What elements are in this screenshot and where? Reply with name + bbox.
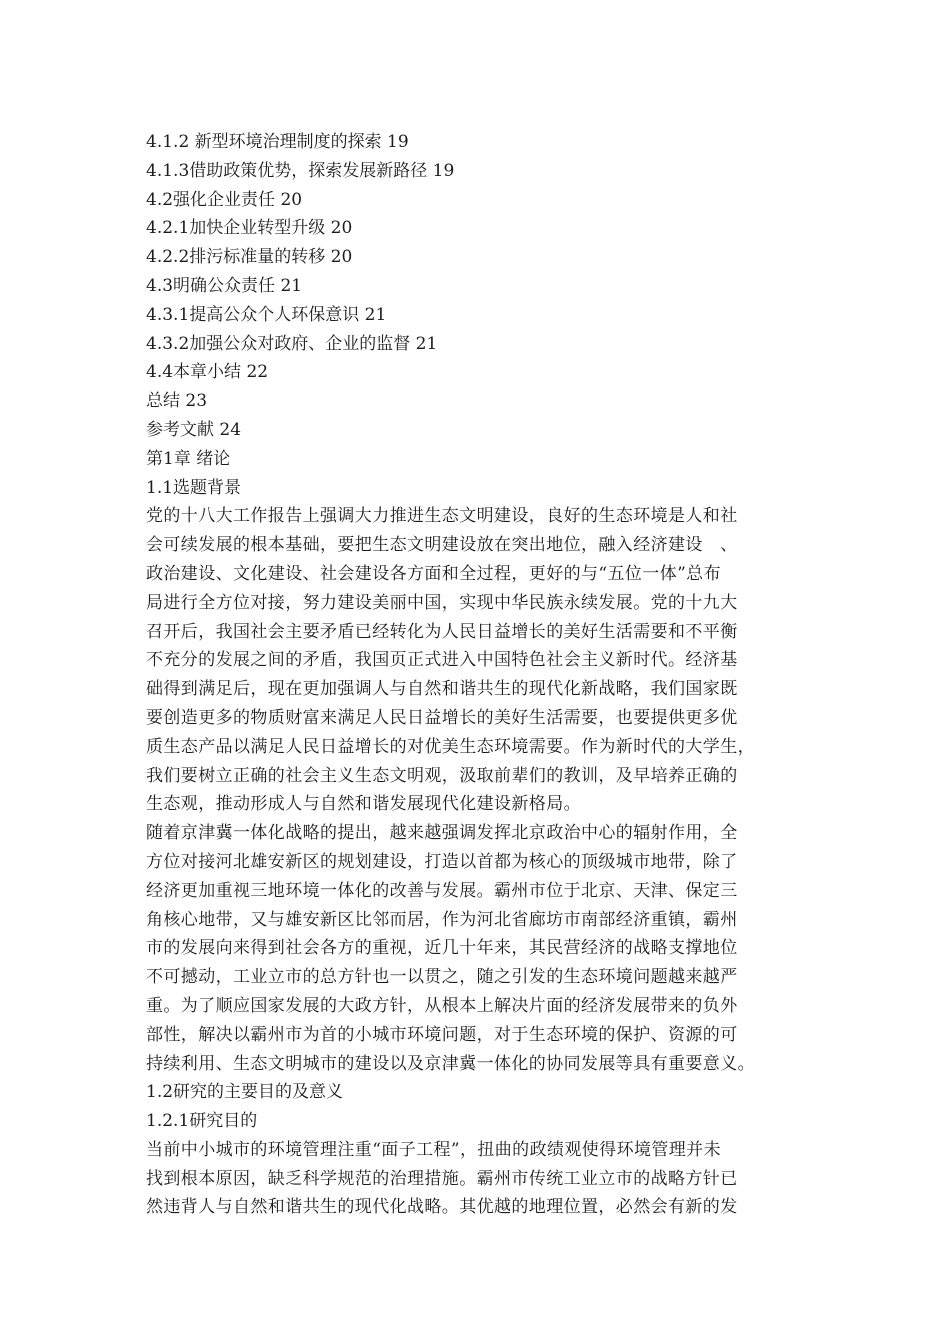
section-heading: 1.1选题背景 [146, 477, 242, 498]
paragraph-line: 不可撼动，工业立市的总方针也一以贯之，随之引发的生态环境问题越来越严 [146, 967, 738, 988]
paragraph-line: 会可续发展的根本基础，要把生态文明建设放在突出地位，融入经济建设 、 [146, 535, 738, 556]
toc-entry: 4.2.1加快企业转型升级 20 [146, 218, 353, 239]
paragraph-line: 持续利用、生态文明城市的建设以及京津冀一体化的协同发展等具有重要意义。 [146, 1053, 755, 1074]
paragraph-line: 不充分的发展之间的矛盾，我国页正式进入中国特色社会主义新时代。经济基 [146, 650, 738, 671]
toc-entry: 4.3.2加强公众对政府、企业的监督 21 [146, 333, 438, 354]
paragraph-line: 政治建设、文化建设、社会建设各方面和全过程，更好的与“五位一体”总布 [146, 563, 721, 584]
paragraph-line: 经济更加重视三地环境一体化的改善与发展。霸州市位于北京、天津、保定三 [146, 880, 738, 901]
toc-entry: 4.1.3借助政策优势，探索发展新路径 19 [146, 160, 455, 181]
paragraph-line: 部性，解决以霸州市为首的小城市环境问题，对于生态环境的保护、资源的可 [146, 1024, 738, 1045]
paragraph-line: 然违背人与自然和谐共生的现代化战略。其优越的地理位置，必然会有新的发 [146, 1197, 738, 1218]
paragraph-line: 党的十八大工作报告上强调大力推进生态文明建设，良好的生态环境是人和社 [146, 506, 738, 527]
toc-entry: 4.2.2排污标准量的转移 20 [146, 247, 353, 268]
document-body [146, 128, 818, 1222]
paragraph-line: 我们要树立正确的社会主义生态文明观，汲取前辈们的教训，及早培养正确的 [146, 765, 738, 786]
paragraph-line: 市的发展向来得到社会各方的重视，近几十年来，其民营经济的战略支撑地位 [146, 938, 738, 959]
paragraph-line: 找到根本原因，缺乏科学规范的治理措施。霸州市传统工业立市的战略方针已 [146, 1168, 738, 1189]
paragraph-line: 重。为了顺应国家发展的大政方针，从根本上解决片面的经济发展带来的负外 [146, 995, 738, 1016]
chapter-title: 第1章 绪论 [146, 448, 231, 469]
paragraph-line: 局进行全方位对接，努力建设美丽中国，实现中华民族永续发展。党的十九大 [146, 592, 738, 613]
paragraph-line: 当前中小城市的环境管理注重“面子工程”，扭曲的政绩观使得环境管理并未 [146, 1139, 721, 1160]
toc-entry: 4.1.2 新型环境治理制度的探索 19 [146, 132, 409, 152]
toc-entry: 参考文献 24 [146, 419, 242, 440]
toc-entry: 4.4本章小结 22 [146, 362, 269, 383]
paragraph-line: 随着京津冀一体化战略的提出，越来越强调发挥北京政治中心的辐射作用，全 [146, 823, 738, 844]
paragraph-purpose [146, 1136, 818, 1222]
paragraph-line: 生态观，推动形成人与自然和谐发展现代化建设新格局。 [146, 794, 581, 815]
toc-entry: 4.3.1提高公众个人环保意识 21 [146, 304, 387, 325]
paragraph-line: 召开后，我国社会主要矛盾已经转化为人民日益增长的美好生活需要和不平衡 [146, 621, 738, 642]
toc-entry: 4.3明确公众责任 21 [146, 275, 303, 296]
table-of-contents [146, 128, 818, 445]
paragraph-line: 础得到满足后，现在更加强调人与自然和谐共生的现代化新战略，我们国家既 [146, 679, 738, 700]
toc-entry: 总结 23 [146, 391, 208, 412]
paragraph-line: 角核心地带，又与雄安新区比邻而居，作为河北省廊坊市南部经济重镇，霸州 [146, 909, 738, 930]
subsection-heading: 1.2.1研究目的 [146, 1111, 258, 1132]
paragraph-regional [146, 819, 818, 1078]
paragraph-line: 质生态产品以满足人民日益增长的对优美生态环境需要。作为新时代的大学生， [146, 736, 755, 757]
paragraph-line: 要创造更多的物质财富来满足人民日益增长的美好生活需要，也要提供更多优 [146, 707, 738, 728]
paragraph-background [146, 502, 818, 819]
toc-entry: 4.2强化企业责任 20 [146, 189, 303, 210]
section-heading: 1.2研究的主要目的及意义 [146, 1082, 344, 1103]
paragraph-line: 方位对接河北雄安新区的规划建设，打造以首都为核心的顶级城市地带，除了 [146, 851, 738, 872]
